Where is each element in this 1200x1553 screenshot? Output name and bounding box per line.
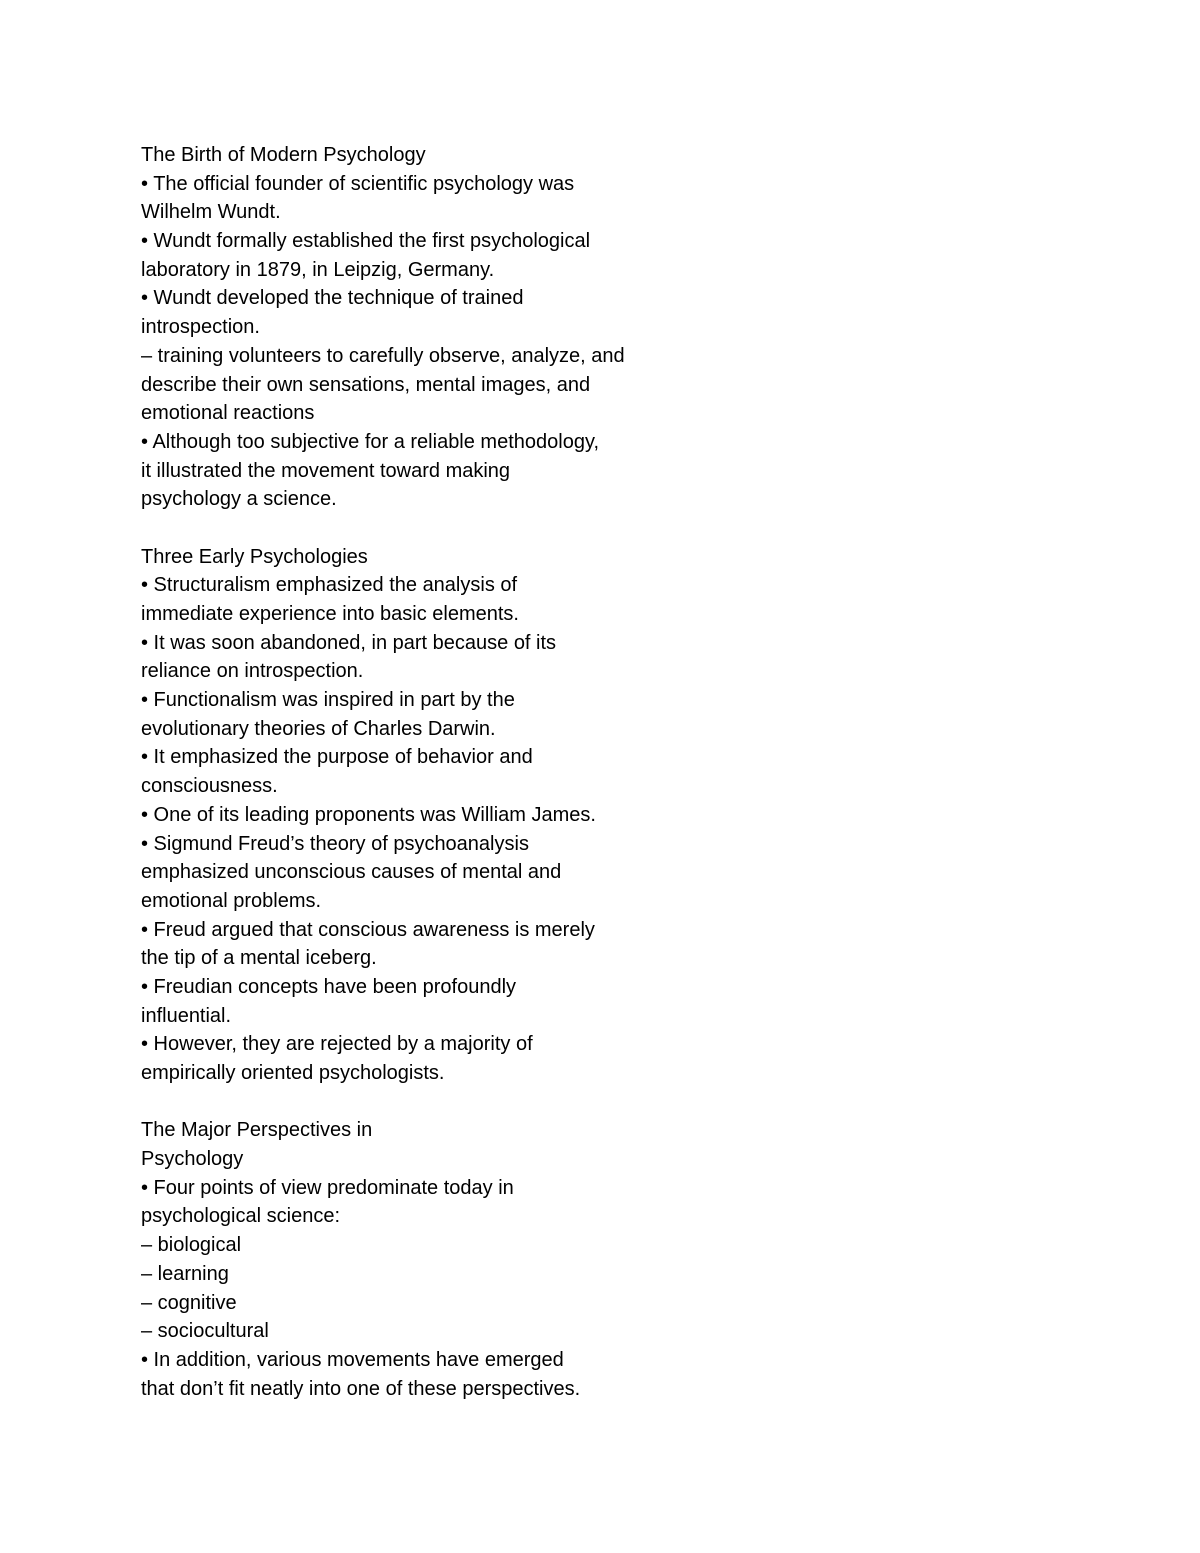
text-line: • Wundt formally established the first psychological [141, 230, 591, 253]
text-line: Wilhelm Wundt. [141, 201, 281, 224]
text-line: psychological science: [141, 1205, 340, 1228]
section-birth-of-modern-psychology [141, 141, 701, 514]
text-line: the tip of a mental iceberg. [141, 947, 377, 970]
text-line: • Structuralism emphasized the analysis of [141, 574, 518, 597]
text-line: laboratory in 1879, in Leipzig, Germany. [141, 258, 495, 281]
text-line: emotional problems. [141, 889, 322, 912]
text-line: describe their own sensations, mental images, and [141, 373, 591, 396]
text-line: • Four points of view predominate today in [141, 1176, 514, 1199]
text-line: • It was soon abandoned, in part because of its [141, 631, 557, 654]
text-line: emotional reactions [141, 402, 315, 425]
text-line: that don’t fit neatly into one of these perspectives. [141, 1377, 581, 1400]
text-line: • Wundt developed the technique of trained [141, 287, 524, 310]
text-line: • Although too subjective for a reliable methodology, [141, 430, 600, 453]
text-line: it illustrated the movement toward making [141, 459, 511, 482]
text-line: reliance on introspection. [141, 660, 364, 683]
paragraph-spacer [141, 1088, 701, 1117]
text-line: • In addition, various movements have emerged [141, 1348, 564, 1371]
text-line: – training volunteers to carefully observe, analyze, and [141, 344, 625, 367]
list-item: – biological [141, 1234, 242, 1257]
text-line: • Freud argued that conscious awareness is merely [141, 918, 595, 941]
text-line: • One of its leading proponents was William James. [141, 803, 596, 826]
section-heading-continued: Psychology [141, 1148, 244, 1171]
text-line: • The official founder of scientific psychology was [141, 172, 575, 195]
text-line: • Freudian concepts have been profoundly [141, 975, 517, 998]
paragraph-spacer [141, 514, 701, 543]
text-line: consciousness. [141, 775, 278, 798]
section-heading: Three Early Psychologies [141, 545, 368, 568]
text-line: introspection. [141, 316, 260, 339]
list-item: – learning [141, 1262, 229, 1285]
section-heading: The Major Perspectives in [141, 1119, 373, 1142]
section-heading: The Birth of Modern Psychology [141, 144, 426, 166]
text-line: • However, they are rejected by a majority of [141, 1033, 533, 1056]
section-major-perspectives [141, 1116, 701, 1403]
text-line: • It emphasized the purpose of behavior and [141, 746, 533, 769]
list-item: – cognitive [141, 1291, 237, 1314]
text-line: immediate experience into basic elements. [141, 603, 519, 625]
text-line: • Functionalism was inspired in part by the [141, 689, 515, 712]
text-line: emphasized unconscious causes of mental and [141, 861, 562, 884]
text-line: • Sigmund Freud’s theory of psychoanalysis [141, 832, 529, 855]
document-body [141, 141, 701, 1403]
list-item: – sociocultural [141, 1320, 269, 1343]
text-line: empirically oriented psychologists. [141, 1062, 445, 1084]
text-line: evolutionary theories of Charles Darwin. [141, 717, 496, 740]
text-line: psychology a science. [141, 488, 337, 511]
section-three-early-psychologies [141, 543, 701, 1088]
text-line: influential. [141, 1004, 232, 1027]
